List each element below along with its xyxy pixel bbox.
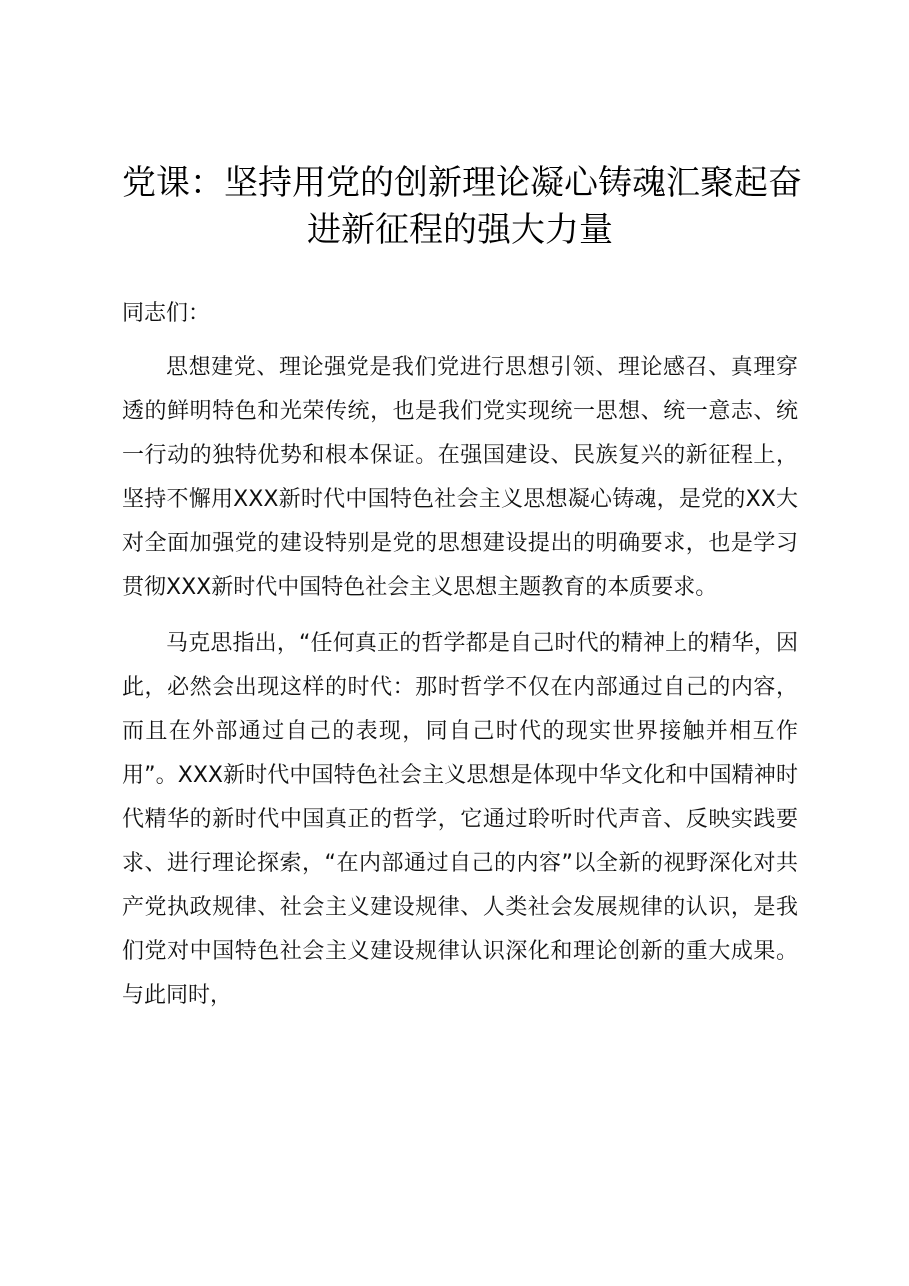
paragraph-1: 思想建党、理论强党是我们党进行思想引领、理论感召、真理穿透的鲜明特色和光荣传统，也是我们党实现统一思想、统一意志、统一行动的独特优势和根本保证。在强国建设、民族复兴的新征程上，坚持不懈用XXX新时代中国特色社会主义思想凝心铸魂，是党的XX大对全面加强党的建设特别是党的思想建设提出的明确要求，也是学习贯彻XXX新时代中国特色社会主义思想主题教育的本质要求。	[122, 355, 798, 600]
salutation: 同志们：	[122, 301, 211, 326]
document-title	[122, 160, 802, 254]
document-body	[122, 292, 798, 1030]
paragraph-2: 马克思指出，“任何真正的哲学都是自己时代的精神上的精华，因此，必然会出现这样的时代：那时哲学不仅在内部通过自己的内容，而且在外部通过自己的表现，同自己时代的现实世界接触并相互作用”。XXX新时代中国特色社会主义思想是体现中华文化和中国精神时代精华的新时代中国真正的哲学，它通过聆听时代声音、反映实践要求、进行理论探索，“在内部通过自己的内容”以全新的视野深化对共产党执政规律、社会主义建设规律、人类社会发展规律的认识，是我们党对中国特色社会主义建设规律认识深化和理论创新的重大成果。与此同时，	[122, 631, 798, 1008]
title-line-1: 党课：坚持用党的创新理论凝心铸魂汇聚起奋	[122, 163, 802, 203]
title-line-2: 进新征程的强大力量	[307, 210, 613, 250]
